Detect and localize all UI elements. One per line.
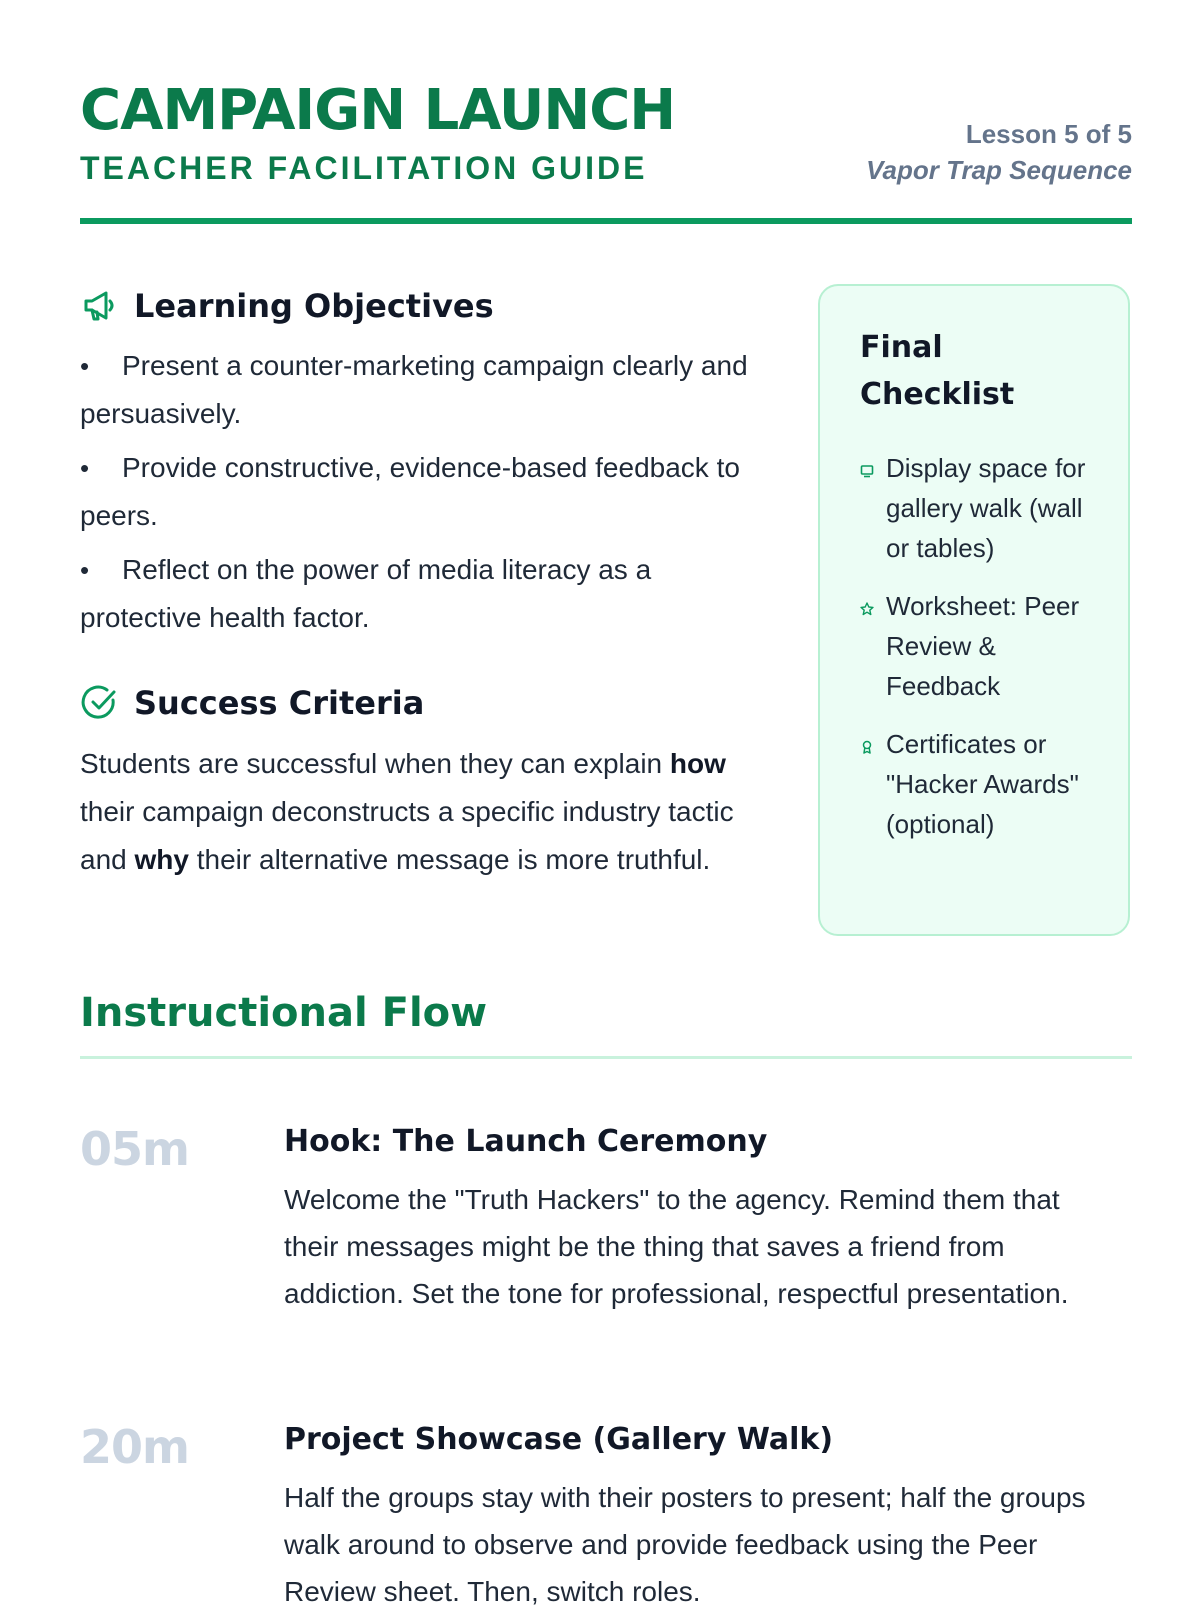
objective-text: Reflect on the power of media literacy as a protective health factor. [80,554,652,633]
checklist-item [860,448,1088,568]
objectives-heading [80,286,494,326]
flow-heading: Hook: The Launch Ceremony [284,1124,768,1159]
flow-time: 20m [80,1420,189,1474]
flow-divider [80,1056,1132,1059]
flow-text: Welcome the "Truth Hackers" to the agency. Remind them that their messages might be the thing that saves a friend from addiction. Set the tone for professional, respectful presentation. [284,1184,1069,1309]
page-subtitle: TEACHER FACILITATION GUIDE [80,150,648,186]
objective-text: Provide constructive, evidence-based feedback to peers. [80,452,740,531]
megaphone-icon [80,286,120,326]
instructional-flow-title: Instructional Flow [80,990,488,1036]
checklist-item [860,724,1088,844]
checklist-title: Final Checklist [860,330,1015,412]
objectives-list [80,342,770,648]
checklist-item [860,586,1088,706]
final-checklist-card [818,284,1130,936]
star-icon [860,602,874,616]
checklist-item-text: Worksheet: Peer Review & Feedback [886,591,1080,701]
flow-body [284,1122,1114,1317]
lesson-count: Lesson 5 of 5 [965,119,1132,149]
lesson-meta [866,118,1132,190]
award-icon [860,740,874,754]
header-divider [80,218,1132,224]
flow-heading: Project Showcase (Gallery Walk) [284,1422,834,1457]
list-item: • Reflect on the power of media literacy as a protective health factor. [80,554,652,633]
checklist-item-text: Display space for gallery walk (wall or tables) [886,453,1086,563]
page-title: CAMPAIGN LAUNCH [80,78,676,143]
flow-time: 05m [80,1122,189,1176]
criteria-heading [80,683,424,723]
criteria-text: Students are successful when they can explain how their campaign deconstructs a specific industry tactic and why their alternative message is more truthful. [80,748,734,875]
objective-text: Present a counter-marketing campaign clearly and persuasively. [80,350,748,429]
display-icon [860,464,874,478]
flow-body [284,1420,1114,1615]
list-item: • Provide constructive, evidence-based feedback to peers. [80,452,740,531]
sequence-name: Vapor Trap Sequence [866,155,1132,185]
checklist-item-text: Certificates or "Hacker Awards" (optional) [886,729,1079,839]
flow-text: Half the groups stay with their posters to present; half the groups walk around to observe and provide feedback using the Peer Review sheet. Then, switch roles. [284,1482,1086,1607]
check-circle-icon [80,683,120,723]
criteria-heading-label: Success Criteria [134,684,425,722]
objectives-heading-label: Learning Objectives [134,287,494,325]
list-item: • Present a counter-marketing campaign clearly and persuasively. [80,350,748,429]
